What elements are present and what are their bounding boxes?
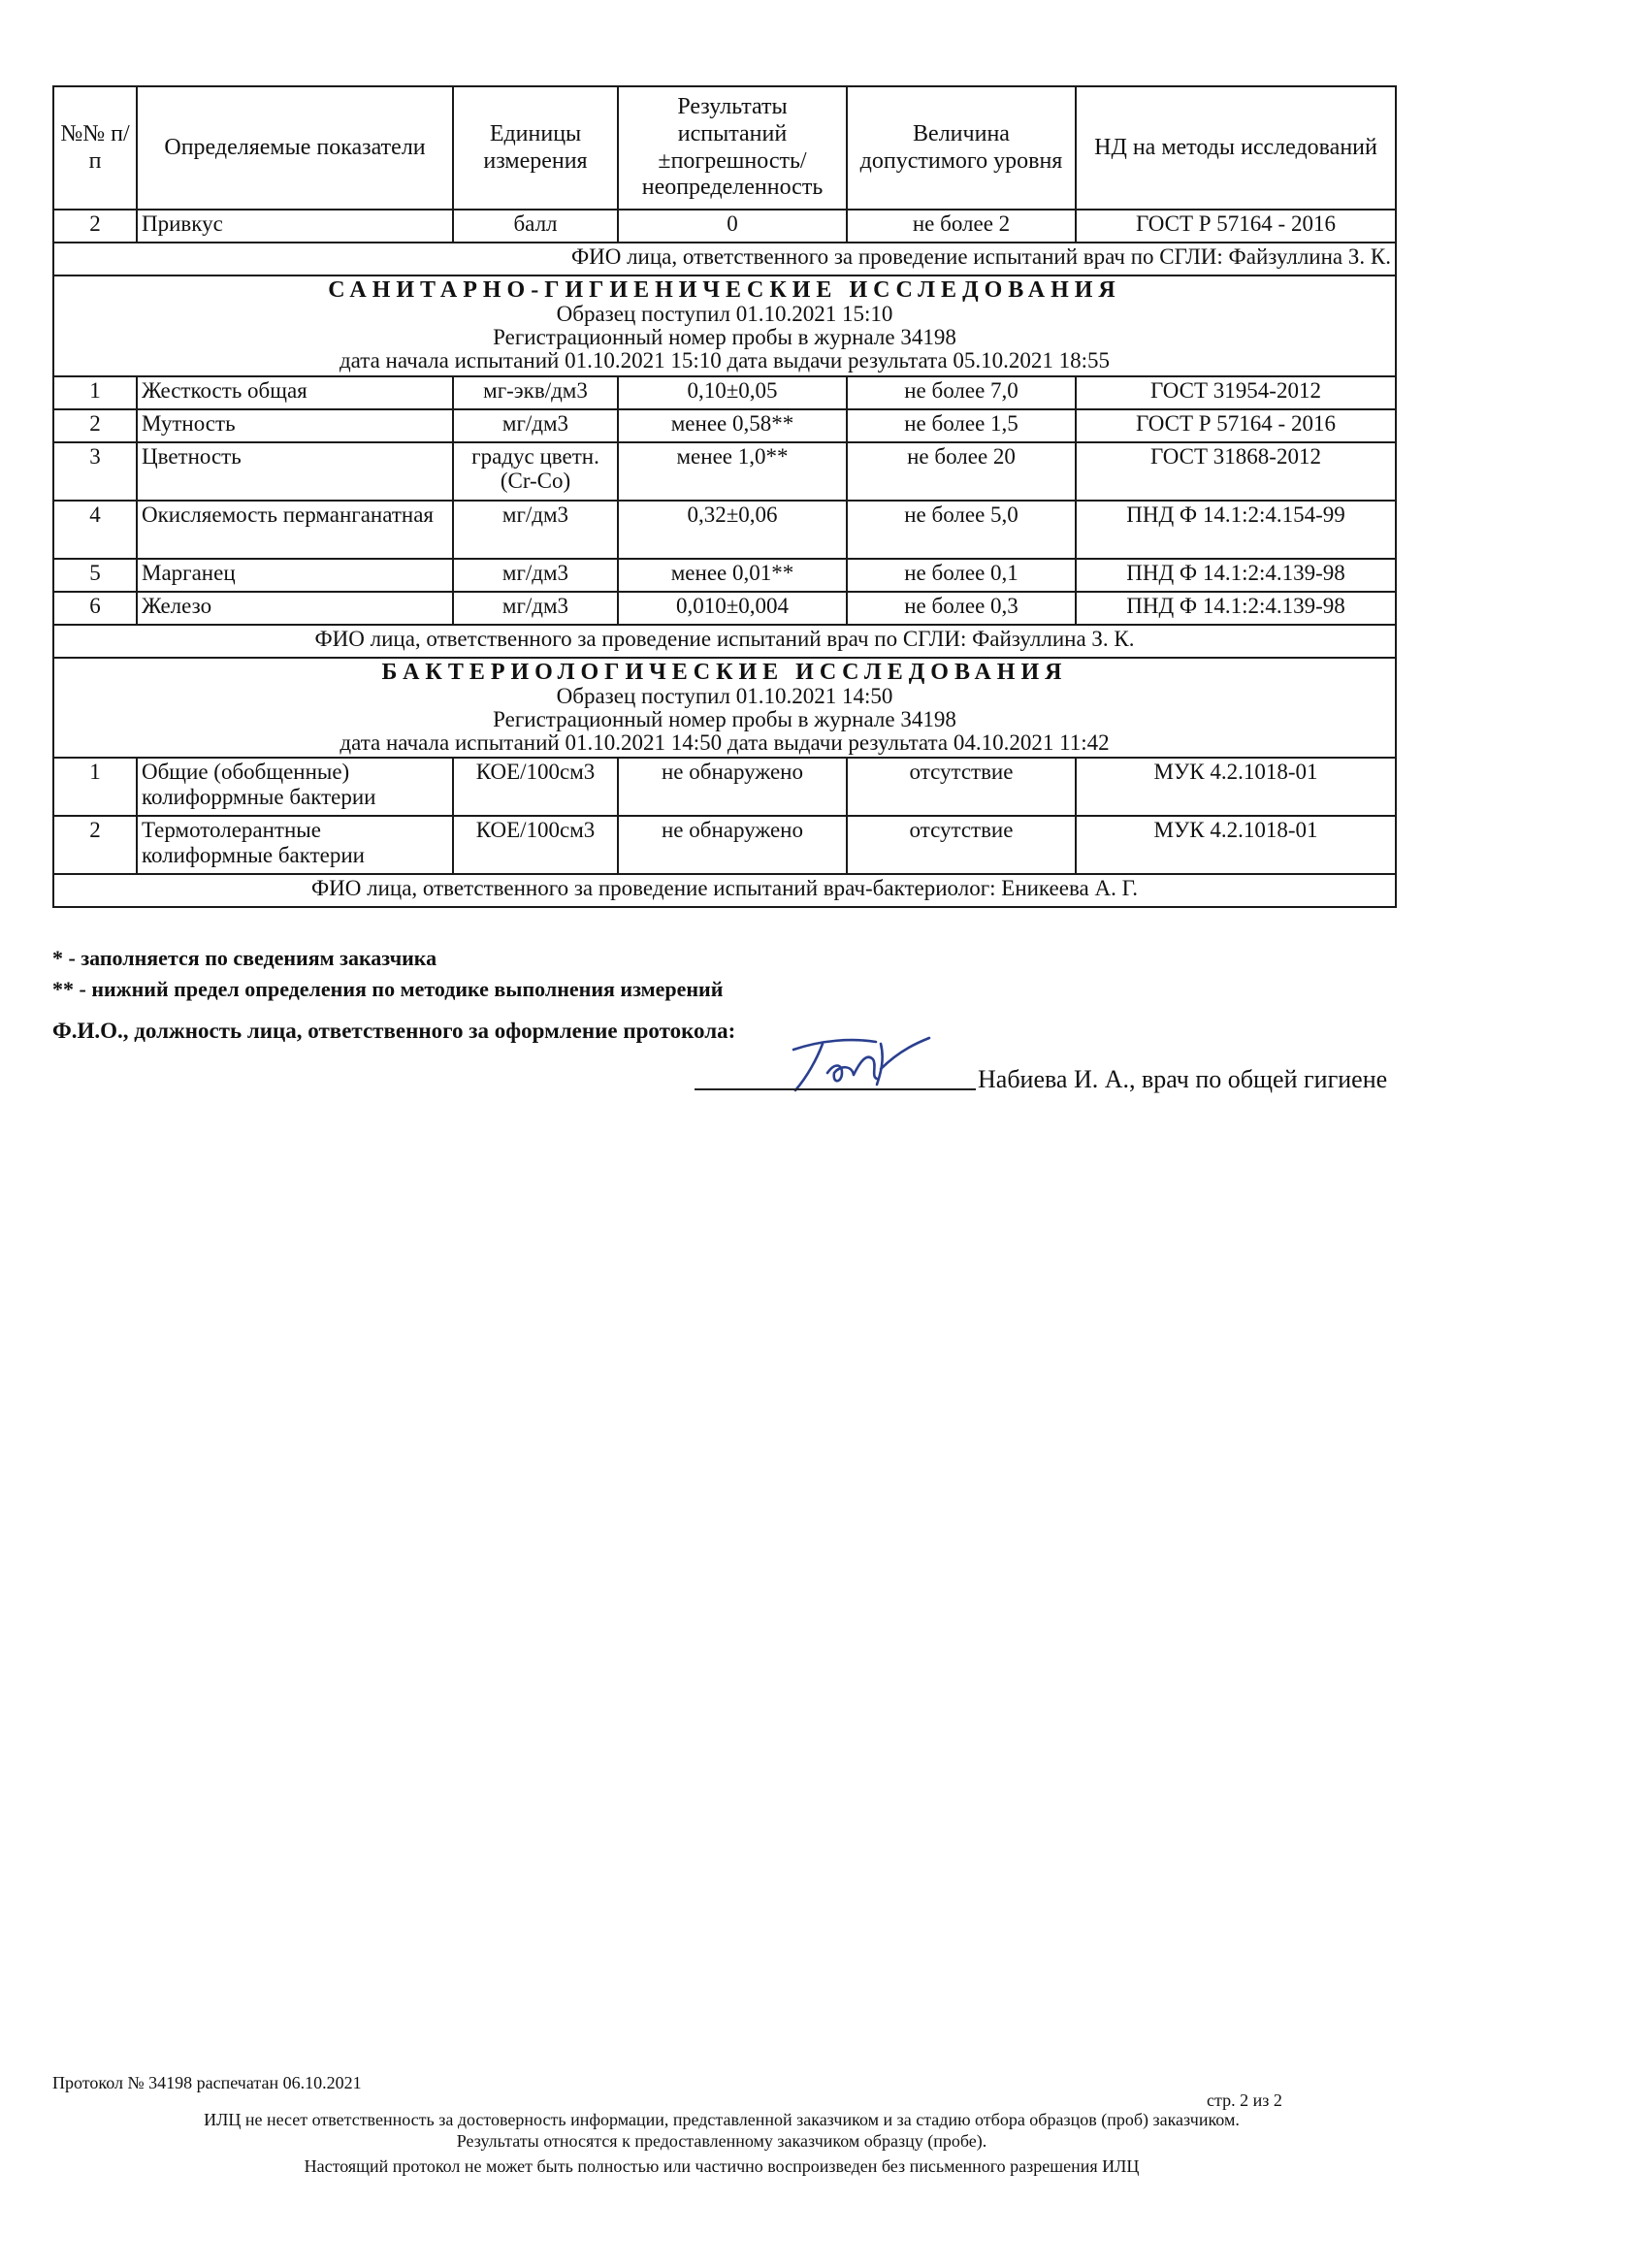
signature-line bbox=[695, 1088, 976, 1090]
row-result: не обнаружено bbox=[618, 758, 847, 816]
registration-number: Регистрационный номер пробы в журнале 34198 bbox=[493, 706, 956, 731]
row-unit: мг/дм3 bbox=[453, 559, 618, 592]
row-num: 2 bbox=[53, 409, 137, 442]
table-row bbox=[53, 376, 1396, 409]
row-result: менее 0,01** bbox=[618, 559, 847, 592]
disclaimer-line-3: Настоящий протокол не может быть полностью или частично воспроизведен без письменного разрешения ИЛЦ bbox=[304, 2156, 1140, 2176]
responsible-row bbox=[53, 243, 1396, 275]
row-num: 6 bbox=[53, 592, 137, 625]
row-method: ГОСТ Р 57164 - 2016 bbox=[1076, 409, 1396, 442]
row-method: ГОСТ Р 57164 - 2016 bbox=[1076, 210, 1396, 243]
sample-received: Образец поступил 01.10.2021 15:10 bbox=[556, 302, 893, 327]
table-row bbox=[53, 816, 1396, 874]
row-num: 4 bbox=[53, 501, 137, 559]
footnote-detection-limit: ** - нижний предел определения по методике выполнения измерений bbox=[52, 976, 724, 1001]
disclaimer-line-1: ИЛЦ не несет ответственность за достоверность информации, представленной заказчиком и за стадию отбора образцов (проб) заказчиком. bbox=[204, 2110, 1240, 2129]
header-results: Результаты испытаний ±погрешность/ неопределенность bbox=[618, 86, 847, 210]
row-method: ПНД Ф 14.1:2:4.139-98 bbox=[1076, 559, 1396, 592]
header-method: НД на методы исследований bbox=[1076, 86, 1396, 210]
row-limit: не более 1,5 bbox=[847, 409, 1076, 442]
row-unit: КОЕ/100см3 bbox=[453, 758, 618, 816]
row-unit: КОЕ/100см3 bbox=[453, 816, 618, 874]
row-num: 1 bbox=[53, 758, 137, 816]
row-limit: не более 5,0 bbox=[847, 501, 1076, 559]
row-num: 3 bbox=[53, 442, 137, 501]
sample-received: Образец поступил 01.10.2021 14:50 bbox=[556, 683, 893, 708]
row-result: 0,010±0,004 bbox=[618, 592, 847, 625]
row-method: МУК 4.2.1018-01 bbox=[1076, 758, 1396, 816]
row-unit: балл bbox=[453, 210, 618, 243]
row-method: ПНД Ф 14.1:2:4.139-98 bbox=[1076, 592, 1396, 625]
row-num: 5 bbox=[53, 559, 137, 592]
responsible-person: ФИО лица, ответственного за проведение испытаний врач по СГЛИ: Файзуллина З. К. bbox=[53, 243, 1396, 275]
row-unit: мг/дм3 bbox=[453, 409, 618, 442]
row-indicator: Общие (обобщенные) колифоррмные бактерии bbox=[137, 758, 453, 816]
row-result: 0,32±0,06 bbox=[618, 501, 847, 559]
table-header-row bbox=[53, 86, 1396, 210]
footnotes bbox=[52, 943, 723, 1005]
table-row bbox=[53, 501, 1396, 559]
row-limit: не более 0,3 bbox=[847, 592, 1076, 625]
header-limit: Величина допустимого уровня bbox=[847, 86, 1076, 210]
print-info: Протокол № 34198 распечатан 06.10.2021 bbox=[52, 2073, 362, 2092]
row-indicator: Железо bbox=[137, 592, 453, 625]
row-unit: мг/дм3 bbox=[453, 501, 618, 559]
row-indicator: Привкус bbox=[137, 210, 453, 243]
row-result: 0 bbox=[618, 210, 847, 243]
header-indicator: Определяемые показатели bbox=[137, 86, 453, 210]
row-method: ГОСТ 31868-2012 bbox=[1076, 442, 1396, 501]
row-limit: не более 7,0 bbox=[847, 376, 1076, 409]
registration-number: Регистрационный номер пробы в журнале 34198 bbox=[493, 325, 956, 350]
row-limit: не более 2 bbox=[847, 210, 1076, 243]
row-method: МУК 4.2.1018-01 bbox=[1076, 816, 1396, 874]
footnote-customer: * - заполняется по сведениям заказчика bbox=[52, 946, 437, 970]
row-unit: мг-экв/дм3 bbox=[453, 376, 618, 409]
row-num: 2 bbox=[53, 816, 137, 874]
table-row bbox=[53, 758, 1396, 816]
row-indicator: Термотолерантные колиформные бактерии bbox=[137, 816, 453, 874]
row-num: 2 bbox=[53, 210, 137, 243]
test-dates: дата начала испытаний 01.10.2021 15:10 дата выдачи результата 05.10.2021 18:55 bbox=[339, 348, 1111, 373]
row-result: менее 1,0** bbox=[618, 442, 847, 501]
table-row bbox=[53, 559, 1396, 592]
section-header-sanitary bbox=[53, 275, 1396, 376]
row-num: 1 bbox=[53, 376, 137, 409]
row-indicator: Жесткость общая bbox=[137, 376, 453, 409]
header-units: Единицы измерения bbox=[453, 86, 618, 210]
row-limit: не более 20 bbox=[847, 442, 1076, 501]
signatory-name: Набиева И. А., врач по общей гигиене bbox=[978, 1065, 1388, 1093]
table-row bbox=[53, 442, 1396, 501]
row-result: не обнаружено bbox=[618, 816, 847, 874]
section-header-bacterio bbox=[53, 658, 1396, 759]
responsible-row bbox=[53, 874, 1396, 907]
row-method: ГОСТ 31954-2012 bbox=[1076, 376, 1396, 409]
row-indicator: Окисляемость перманганатная bbox=[137, 501, 453, 559]
row-indicator: Мутность bbox=[137, 409, 453, 442]
row-indicator: Марганец bbox=[137, 559, 453, 592]
signature-label: Ф.И.О., должность лица, ответственного за оформление протокола: bbox=[52, 1019, 736, 1043]
section-title: САНИТАРНО-ГИГИЕНИЧЕСКИЕ ИССЛЕДОВАНИЯ bbox=[328, 277, 1121, 303]
row-result: 0,10±0,05 bbox=[618, 376, 847, 409]
row-unit: градус цветн.(Cr-Co) bbox=[453, 442, 618, 501]
responsible-row bbox=[53, 625, 1396, 658]
header-num: №№ п/п bbox=[53, 86, 137, 210]
responsible-person: ФИО лица, ответственного за проведение испытаний врач-бактериолог: Еникеева А. Г. bbox=[53, 874, 1396, 907]
row-limit: не более 0,1 bbox=[847, 559, 1076, 592]
table-row bbox=[53, 409, 1396, 442]
row-indicator: Цветность bbox=[137, 442, 453, 501]
row-method: ПНД Ф 14.1:2:4.154-99 bbox=[1076, 501, 1396, 559]
test-dates: дата начала испытаний 01.10.2021 14:50 дата выдачи результата 04.10.2021 11:42 bbox=[340, 730, 1110, 756]
row-result: менее 0,58** bbox=[618, 409, 847, 442]
table-row bbox=[53, 592, 1396, 625]
row-limit: отсутствие bbox=[847, 816, 1076, 874]
page-number: стр. 2 из 2 bbox=[1207, 2090, 1282, 2110]
disclaimer-line-2: Результаты относятся к предоставленному заказчиком образцу (пробе). bbox=[456, 2131, 987, 2151]
row-unit: мг/дм3 bbox=[453, 592, 618, 625]
results-table bbox=[52, 85, 1397, 908]
section-title: БАКТЕРИОЛОГИЧЕСКИЕ ИССЛЕДОВАНИЯ bbox=[381, 659, 1068, 685]
table-row bbox=[53, 210, 1396, 243]
responsible-person: ФИО лица, ответственного за проведение испытаний врач по СГЛИ: Файзуллина З. К. bbox=[53, 625, 1396, 658]
row-limit: отсутствие bbox=[847, 758, 1076, 816]
